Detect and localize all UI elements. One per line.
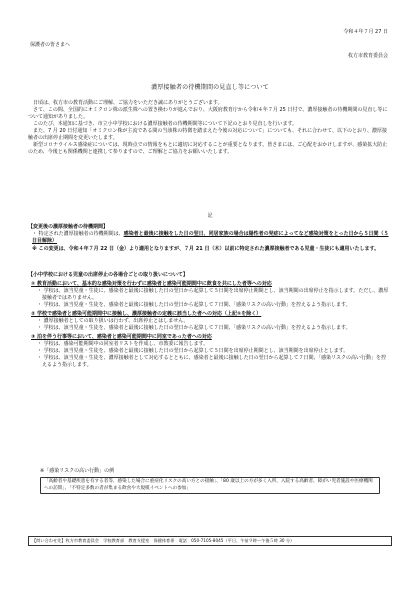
document-date: 令和４年７月 27 日 xyxy=(343,29,388,35)
case-3-bullet: ・ 学校は、該当児童・生徒を、感染者と最後に接触した日の翌日から起算して５日間を出席停止期間とし、該当期間を出席停止とします。 xyxy=(37,348,349,354)
contact-text: 【問い合わせ先】枚方市教育委員会 学校教育部 教育支援室 保健体育係 電話 050-7105-8045（平日、午前９時～午後５時 30 分） xyxy=(32,538,295,543)
sender: 枚方市教育委員会 xyxy=(347,53,388,59)
risk-examples-text: 「高齢者や基礎疾患を有する者等、感染した場合に重症化リスクの高い方との接触」、「80 歳以上の方が多く入所、入院する高齢者、障がい児者施設や医療機関への訪問」、「不特定多数の者が集まる飲食や大規模イベントへの参加」 xyxy=(44,479,373,491)
application-note: ※ この変更は、令和４年７月 22 日（金）より適用となりますが、７月 21 日（木）以前に特定された濃厚接触者である児童・生徒にも適用いたします。 xyxy=(32,246,380,252)
case-3-bullet: ・ 学校は、感染可能期間中の同室者リストを作成し、市教委に報告します。 xyxy=(37,341,209,347)
intro-paragraph: さて、この間、全国的にオミクロン株の派生株への置き換わりが進んでおり、大阪府教育庁から令和４年７月 25 日付で、濃厚接触者の待機期間の見直し等について通知がありました。 xyxy=(28,107,388,120)
intro-paragraph: このたび、本通知に基づき、市立小中学校における濃厚接触者の待機期間等について下記のとおり見直しを行います。 xyxy=(33,121,298,127)
case-1-title: ① 教育活動において、基本的な感染対策を行わずに感染者と感染可能期間中に飲食を共にした者等への対応 xyxy=(31,281,272,287)
case-2-title: ② 学校で感染者と感染可能期間中に接触し、濃厚接触者の定義に該当した者への対応（上記①を除く） xyxy=(31,311,262,317)
intro-paragraph: 新型コロナウイルス感染症については、現時点での情報をもとに適切に対応することが重要となります。皆さまには、ご心配をおかけしますが、感染拡大防止のため、今後とも関係機関と連携して参りますので、ご理解とご協力をお願いいたします。 xyxy=(28,142,388,155)
intro-paragraph: 日頃は、枚方市の教育活動にご理解、ご協力をいただき誠にありがとうございます。 xyxy=(33,100,223,106)
risk-note-heading: ※「感染リスクの高い行動」の例 xyxy=(40,468,115,474)
page-title: 濃厚接触者の待機期間の見直し等について xyxy=(151,84,269,91)
case-2-bullet: ・ 濃厚接触者としての取り扱いは行わず、出席停止とはしません。 xyxy=(37,318,189,324)
intro-body xyxy=(28,100,390,156)
case-2-bullet: ・ 学校は、該当児童・生徒を、感染者と最後に接触した日の翌日から起算して７日間、「感染リスクの高い行動」を控えるよう指示します。 xyxy=(37,325,351,331)
ki-marker: 記 xyxy=(207,213,213,219)
section-school-handling xyxy=(28,272,390,369)
section-waiting-period xyxy=(28,224,390,253)
case-3-title: ③ 泊を伴う行事等において、感染者と感染可能期間中に同室であった者への対応 xyxy=(31,334,212,340)
contact-box xyxy=(28,536,392,546)
intro-paragraph: また、7 月 20 日付通知「オミクロン株が主流である間の当該株の特徴を踏まえた今後の対応について」についても、それに合わせて、以下のとおり、濃厚接触者の出席停止期間を変更いたします。 xyxy=(28,128,388,141)
case-3-bullet: ・ 学校は、該当児童・生徒を、濃厚接触者として対応するとともに、感染者と最後に接触した日の翌日から起算して７日間、「感染リスクの高い行動」を控えるよう指示します。 xyxy=(37,355,386,368)
section-heading: 【小中学校における児童の出席停止の各場合ごとの取り扱いについて】 xyxy=(28,272,188,278)
case-1-bullet: ・ 学校は、該当児童・生徒を、感染者と最後に接触した日の翌日から起算して７日間、「感染リスクの高い行動」を控えるよう指示します。 xyxy=(37,302,351,308)
waiting-period-rule xyxy=(28,231,390,245)
section-heading: 【変更後の濃厚接触者の待機期間】 xyxy=(28,224,109,230)
recipient: 保護者の皆さまへ xyxy=(30,42,71,48)
rule-emphasis: 感染者と最後に接触をした日の翌日、同居家族の場合は陽性者の発症によってなど感染対策をとった日から５日間（５日目解除） xyxy=(32,231,389,244)
risk-examples-box xyxy=(40,477,380,494)
case-1-bullet: ・ 学校は、該当児童・生徒に、感染者と最後に接触した日の翌日から起算して５日間を出席停止期間とし、該当期間の出席停止を指示します。ただし、濃厚接触者ではありません。 xyxy=(37,288,389,301)
rule-text: ・ 特定された濃厚接触者の待機期間は、 xyxy=(32,231,124,237)
